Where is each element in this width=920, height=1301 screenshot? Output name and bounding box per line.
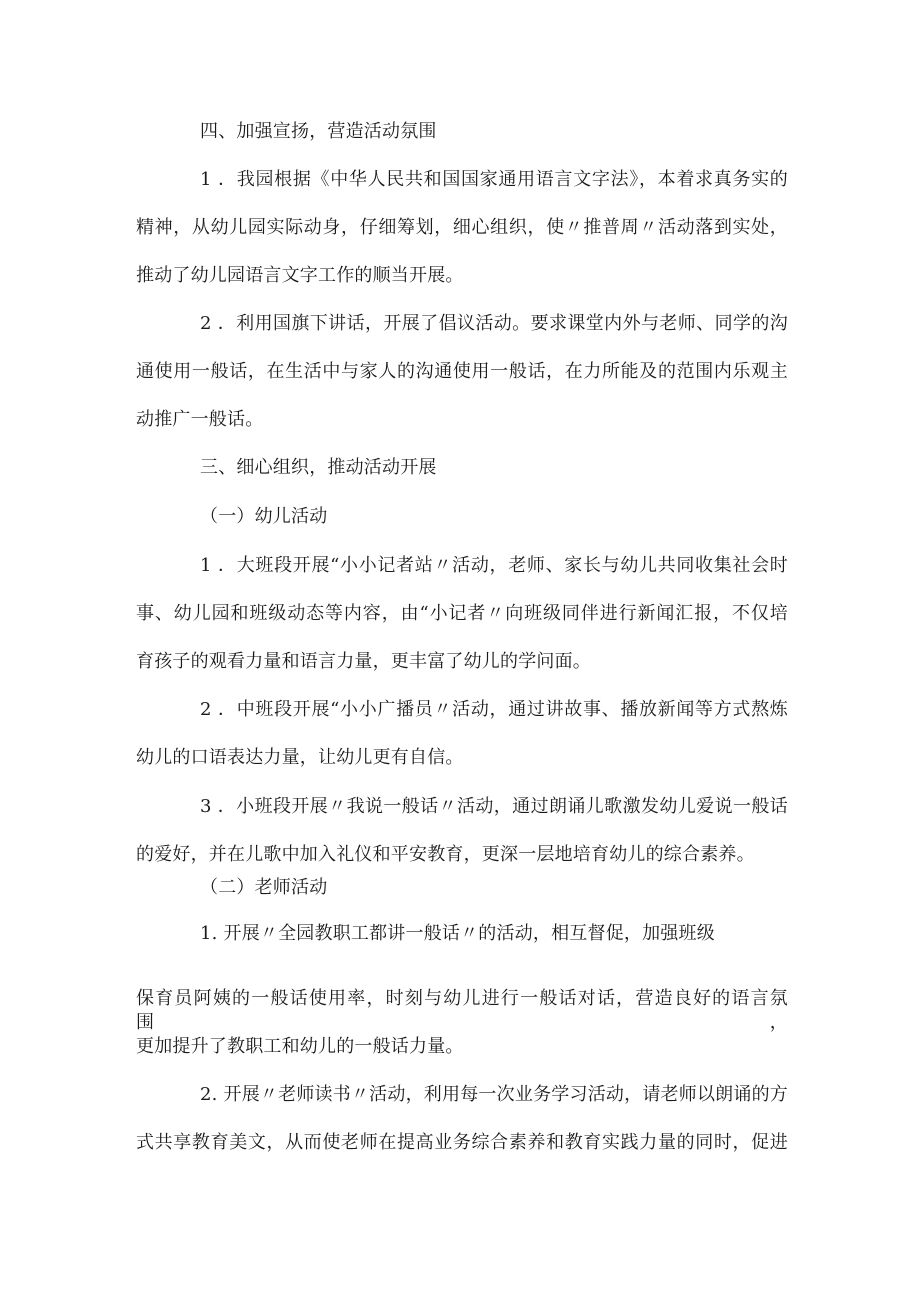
item4-1-line1: 1 ．我园根据《中华人民共和国国家通用语言文字法》，本着求真务实的 bbox=[200, 169, 788, 190]
item-t1-line2: 保育员阿姨的一般话使用率，时刻与幼儿进行一般话对话，营造良好的语言氛围， bbox=[136, 988, 788, 1033]
item3-2-line2: 幼儿的口语表达力量，让幼儿更有自信。 bbox=[136, 747, 464, 768]
item3-3-line1: 3 ．小班段开展〃我说一般话〃活动，通过朗诵儿歌激发幼儿爱说一般话 bbox=[200, 796, 788, 817]
item-t1-line1: 1. 开展〃全园教职工都讲一般话〃的活动，相互督促，加强班级 bbox=[200, 923, 715, 944]
section-heading-3: 三、细心组织，推动活动开展 bbox=[200, 457, 437, 478]
item4-1-line3: 推动了幼儿园语言文字工作的顺当开展。 bbox=[136, 265, 464, 286]
section-heading-4: 四、加强宣扬，营造活动氛围 bbox=[200, 121, 437, 142]
item-t2-line1: 2. 开展〃老师读书〃活动，利用每一次业务学习活动，请老师以朗诵的方 bbox=[200, 1084, 788, 1105]
subsection-heading-2: （二）老师活动 bbox=[200, 877, 328, 898]
item-t2-line2: 式共享教育美文，从而使老师在提高业务综合素养和教育实践力量的同时，促进 bbox=[136, 1132, 788, 1153]
item4-2-line3: 动推广一般话。 bbox=[136, 409, 264, 430]
item3-1-line3: 育孩子的观看力量和语言力量，更丰富了幼儿的学问面。 bbox=[136, 651, 591, 672]
item4-2-line2: 通使用一般话，在生活中与家人的沟通使用一般话，在力所能及的范围内乐观主 bbox=[136, 361, 788, 382]
item3-3-line2: 的爱好，并在儿歌中加入礼仪和平安教育，更深一层地培育幼儿的综合素养。 bbox=[136, 844, 755, 865]
item-t1-line3: 更加提升了教职工和幼儿的一般话力量。 bbox=[136, 1036, 464, 1057]
item3-1-line1: 1 ．大班段开展“小小记者站〃活动，老师、家长与幼儿共同收集社会时 bbox=[200, 555, 788, 576]
subsection-heading-1: （一）幼儿活动 bbox=[200, 506, 328, 527]
item3-2-line1: 2 ．中班段开展“小小广播员〃活动，通过讲故事、播放新闻等方式熬炼 bbox=[200, 699, 788, 720]
item4-2-line1: 2 ．利用国旗下讲话，开展了倡议活动。要求课堂内外与老师、同学的沟 bbox=[200, 313, 788, 334]
item3-1-line2: 事、幼儿园和班级动态等内容，由“小记者〃向班级同伴进行新闻汇报，不仅培 bbox=[136, 603, 788, 624]
item4-1-line2: 精神，从幼儿园实际动身，仔细筹划，细心组织，使〃推普周〃活动落到实处， bbox=[136, 217, 788, 238]
